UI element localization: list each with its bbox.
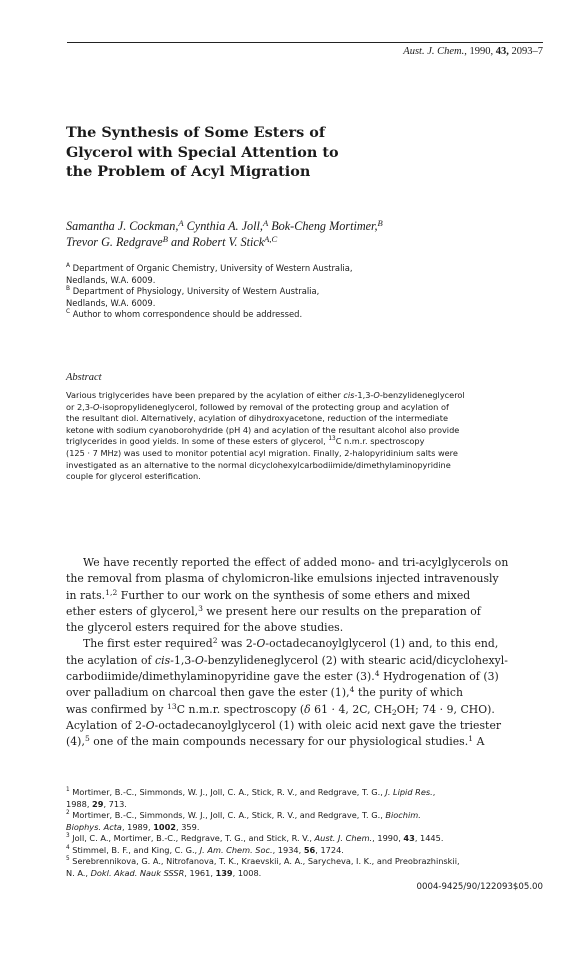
footnote-number: 3 bbox=[66, 833, 70, 839]
footnote bbox=[66, 833, 548, 845]
text: the purity of which bbox=[354, 686, 463, 700]
text: over palladium on charcoal then gave the ester (1), bbox=[66, 686, 350, 700]
journal-name: Aust. J. Chem. bbox=[403, 46, 465, 57]
text: Mortimer, B.-C., Simmonds, W. J., Joll, C. A., Stick, R. V., and Redgrave, T. G., bbox=[69, 810, 386, 820]
author-name: Trevor G. Redgrave bbox=[66, 235, 163, 249]
citation-ref: 5 bbox=[84, 734, 90, 744]
affiliation-line bbox=[66, 286, 353, 298]
affil-mark: A bbox=[66, 263, 71, 269]
author-list bbox=[66, 218, 383, 250]
footnote-line bbox=[66, 799, 548, 811]
text: -1,3- bbox=[170, 653, 195, 667]
text-italic: J. Lipid Res. bbox=[385, 787, 433, 797]
abstract-heading: Abstract bbox=[66, 372, 102, 383]
text-italic: O bbox=[256, 637, 266, 651]
text: Mortimer, B.-C., Simmonds, W. J., Joll, C. A., Stick, R. V., and Redgrave, T. G., bbox=[69, 787, 386, 797]
text: , 1445. bbox=[414, 833, 444, 843]
text-italic: δ bbox=[304, 702, 311, 716]
text: or 2,3- bbox=[66, 401, 93, 412]
body-line bbox=[66, 718, 548, 734]
body-line bbox=[66, 669, 548, 685]
author-affil-mark: A bbox=[262, 218, 269, 228]
text: , 359. bbox=[175, 821, 200, 832]
journal-pages: 2093–7 bbox=[511, 46, 543, 57]
footnote-number: 1 bbox=[66, 787, 70, 793]
footnote-line bbox=[66, 822, 548, 834]
text: -1,3- bbox=[354, 390, 374, 400]
text: C n.m.r. spectroscopy bbox=[335, 436, 425, 447]
affiliations bbox=[66, 263, 353, 321]
footnote-number: 2 bbox=[66, 810, 70, 816]
body-line bbox=[66, 685, 548, 701]
author-name: Samantha J. Cockman, bbox=[66, 219, 179, 233]
text: triglycerides in good yields. In some of these esters of glycerol, bbox=[66, 436, 329, 447]
body-line bbox=[66, 636, 548, 652]
footnote-line bbox=[66, 868, 548, 880]
author-name: and Robert V. Stick bbox=[167, 235, 265, 249]
text: , 1989, bbox=[121, 821, 154, 832]
text: -octadecanoylglycerol (1) with oleic acid next gave the triester bbox=[154, 718, 502, 732]
author-affil-mark: B bbox=[162, 234, 168, 244]
superscript: 13 bbox=[167, 701, 177, 711]
affiliation-line bbox=[66, 309, 353, 321]
affil-mark: C bbox=[66, 309, 71, 316]
abstract-line: (125 · 7 MHz) was used to monitor potential acyl migration. Finally, 2-halopyridinium salts were bbox=[66, 447, 458, 458]
text: , bbox=[432, 787, 436, 797]
text-bold: 56 bbox=[303, 844, 316, 855]
text: -benzylideneglycerol (2) with stearic acid/dicyclohexyl- bbox=[203, 653, 508, 667]
text: Stimmel, B. F., and King, C. G., bbox=[69, 844, 200, 855]
affiliation-text: Department of Organic Chemistry, University of Western Australia, bbox=[70, 263, 353, 273]
text: , 1008. bbox=[232, 867, 262, 878]
footnote bbox=[66, 787, 548, 799]
author-name: Cynthia A. Joll, bbox=[183, 219, 263, 233]
affiliation-line: Nedlands, W.A. 6009. bbox=[66, 297, 156, 308]
text: carbodiimide/dimethylaminopyridine gave the ester (3). bbox=[66, 670, 375, 684]
text: 1988, bbox=[66, 798, 93, 809]
footnote-number: 4 bbox=[66, 844, 70, 851]
text: was 2- bbox=[217, 637, 257, 651]
text: , 1934, bbox=[272, 844, 304, 855]
affiliation-text: Author to whom correspondence should be addressed. bbox=[70, 309, 303, 320]
text: we present here our results on the preparation of bbox=[202, 604, 481, 618]
citation-ref: 3 bbox=[198, 603, 203, 613]
text: Hydrogenation of (3) bbox=[379, 670, 499, 684]
text: in rats. bbox=[66, 588, 106, 602]
text: Acylation of 2- bbox=[66, 718, 146, 732]
abstract-body bbox=[66, 390, 546, 483]
text: ether esters of glycerol, bbox=[66, 604, 199, 618]
citation-ref: 1 bbox=[468, 734, 474, 744]
footnote bbox=[66, 856, 548, 868]
text-italic: cis bbox=[343, 390, 355, 400]
body-line: We have recently reported the effect of added mono- and tri-acylglycerols on bbox=[83, 556, 509, 569]
text: A bbox=[473, 735, 485, 749]
title-line: The Synthesis of Some Esters of bbox=[66, 124, 326, 141]
abstract-line bbox=[66, 436, 546, 448]
text: -octadecanoylglycerol (1) and, to this end, bbox=[265, 637, 499, 651]
text: , 1961, bbox=[184, 867, 216, 878]
issn-code: 0004-9425/90/122093$05.00 bbox=[416, 882, 543, 892]
footnote-number: 5 bbox=[66, 856, 70, 862]
abstract-line bbox=[66, 402, 546, 414]
text: 61 · 4, 2C, CH bbox=[310, 702, 392, 716]
text: Further to our work on the synthesis of some ethers and mixed bbox=[117, 588, 471, 602]
text-italic: cis bbox=[155, 653, 171, 667]
text-bold: 1002 bbox=[153, 821, 176, 832]
text: (4), bbox=[66, 735, 85, 749]
paper-title bbox=[66, 123, 486, 182]
abstract-line: investigated as an alternative to the normal dicyclohexylcarbodiimide/dimethylaminopyridine bbox=[66, 459, 451, 470]
text-italic: Dokl. Akad. Nauk SSSR bbox=[90, 867, 185, 878]
footnote bbox=[66, 845, 548, 857]
text-italic: Aust. J. Chem. bbox=[314, 833, 373, 843]
header-rule bbox=[67, 42, 543, 43]
title-line: the Problem of Acyl Migration bbox=[66, 163, 311, 180]
text: Joll, C. A., Mortimer, B.-C., Redgrave, T. G., and Stick, R. V., bbox=[69, 833, 315, 843]
text: C n.m.r. spectroscopy ( bbox=[176, 702, 305, 716]
text: Various triglycerides have been prepared by the acylation of either bbox=[66, 390, 344, 400]
text-italic: Biochim. bbox=[385, 810, 421, 820]
body-line bbox=[66, 653, 548, 669]
journal-volume: 43, bbox=[495, 46, 509, 57]
text: The first ester required bbox=[83, 637, 213, 651]
text-bold: 139 bbox=[215, 867, 233, 878]
body-line: the glycerol esters required for the above studies. bbox=[66, 621, 344, 635]
text: -benzylideneglycerol bbox=[379, 390, 465, 400]
author-affil-mark: B bbox=[377, 218, 383, 228]
text: , 713. bbox=[103, 798, 127, 809]
abstract-line: couple for glycerol esterification. bbox=[66, 471, 201, 482]
subscript: 2 bbox=[391, 707, 397, 717]
affil-mark: B bbox=[66, 286, 71, 293]
abstract-line bbox=[66, 390, 546, 402]
text: OH; 74 · 9, CHO). bbox=[396, 702, 495, 716]
citation-ref: 4 bbox=[349, 685, 355, 695]
text: N. A., bbox=[66, 867, 91, 878]
superscript: 13 bbox=[328, 436, 336, 443]
abstract-line: the resultant diol. Alternatively, acylation of dihydroxyacetone, reduction of the intermediate bbox=[66, 413, 449, 424]
text-bold: 29 bbox=[92, 798, 104, 809]
text: the acylation of bbox=[66, 653, 156, 667]
author-affil-mark: A,C bbox=[264, 234, 278, 244]
body-line bbox=[66, 734, 548, 750]
abstract-line: ketone with sodium cyanoborohydride (pH 4) and acylation of the resultant alcohol also provide bbox=[66, 424, 460, 435]
text-italic: O bbox=[92, 401, 100, 412]
body-line bbox=[66, 702, 548, 718]
journal-reference: Aust. J. Chem., 1990, 43, 2093–7 bbox=[403, 46, 543, 57]
text-bold: 43 bbox=[403, 833, 415, 843]
text: Serebrennikova, G. A., Nitrofanova, T. K., Kraevskii, A. A., Sarycheva, I. K., and Preobrazhinskii, bbox=[69, 856, 460, 866]
author-name: Bok-Cheng Mortimer, bbox=[268, 219, 378, 233]
text-italic: Biophys. Acta bbox=[66, 821, 122, 832]
body-line bbox=[66, 588, 548, 604]
citation-ref: 4 bbox=[374, 669, 380, 679]
affiliation-line: Nedlands, W.A. 6009. bbox=[66, 274, 156, 285]
text-italic: J. Am. Chem. Soc. bbox=[199, 844, 273, 855]
journal-year: 1990, bbox=[469, 46, 494, 57]
citation-ref: 1,2 bbox=[105, 587, 118, 597]
body-line: the removal from plasma of chylomicron-like emulsions injected intravenously bbox=[66, 572, 499, 586]
affiliation-line bbox=[66, 263, 353, 275]
text-italic: O bbox=[373, 390, 380, 400]
footnotes bbox=[66, 787, 548, 879]
text-italic: O bbox=[194, 653, 204, 667]
text: was confirmed by bbox=[66, 702, 168, 716]
affiliation-text: Department of Physiology, University of Western Australia, bbox=[70, 286, 320, 297]
text: , 1990, bbox=[372, 833, 404, 843]
citation-ref: 2 bbox=[212, 636, 218, 646]
author-line bbox=[66, 234, 383, 250]
text-italic: O bbox=[145, 718, 155, 732]
author-line bbox=[66, 218, 383, 234]
text: one of the main compounds necessary for our physiological studies. bbox=[89, 735, 469, 749]
body-text bbox=[66, 555, 548, 751]
body-line bbox=[66, 604, 548, 620]
author-affil-mark: A bbox=[178, 218, 184, 228]
text: , 1724. bbox=[315, 844, 344, 855]
text: -isopropylideneglycerol, followed by removal of the protecting group and acylation of bbox=[99, 401, 449, 412]
footnote bbox=[66, 810, 548, 822]
title-line: Glycerol with Special Attention to bbox=[66, 143, 339, 161]
